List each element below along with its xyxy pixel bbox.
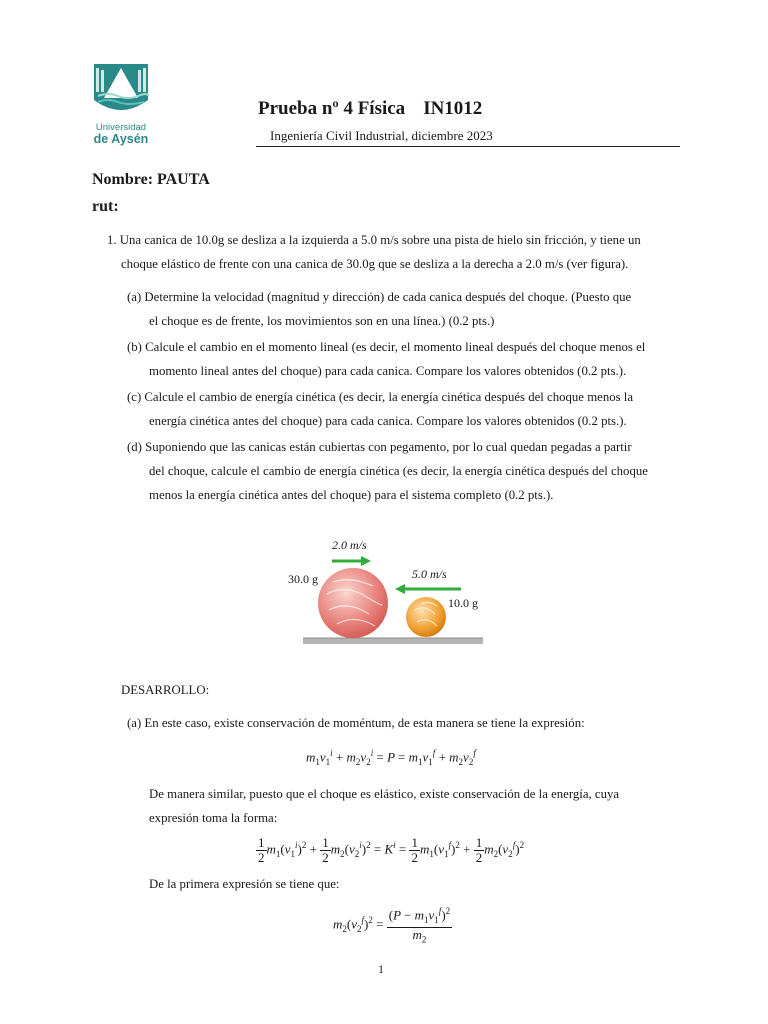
problem-intro-line2: choque elástico de frente con una canica de 30.0g que se desliza a la derecha a 2.0 m/s (ver figura). <box>121 257 629 271</box>
page-number: 1 <box>378 962 384 976</box>
item-c-line2: energía cinética antes del choque) para cada canica. Compare los valores obtenidos (0.2 pts.). <box>149 414 627 428</box>
velocity-small-label: 5.0 m/s <box>412 567 447 581</box>
student-rut: rut: <box>92 198 119 215</box>
derived-equation: $m_2(v_2^f)^2$ = $\frac{(P - m_1v_1^f)^2}{m_2}$ <box>333 906 451 945</box>
item-d-line3: menos la energía cinética antes del choque) para el sistema completo (0.2 pts.). <box>149 488 554 502</box>
ice-track <box>303 638 483 644</box>
item-c-line1: (c) Calcule el cambio de energía cinética (es decir, la energía cinética después del choque menos la <box>127 390 634 404</box>
item-d-line2: del choque, calcule el cambio de energía cinética (es decir, la energía cinética después del choque <box>149 464 648 478</box>
first-expression-text: De la primera expresión se tiene que: <box>149 877 340 891</box>
page-title <box>258 98 482 120</box>
energy-equation: $\frac{1}{2}$ $m_1(v_1^i)^2$ + $\frac{1}{2}$ $m_2(v_2^i)^2 = K^i$ = $\frac{1}{2}$ $m_1(v_1^f)^2$ + $\frac{1}{2}$ $m_2(v_2^f)^2$ <box>258 835 525 865</box>
mass-big-label: 30.0 g <box>288 572 318 586</box>
university-logo <box>88 62 154 146</box>
solution-heading: DESARROLLO: <box>121 683 210 697</box>
velocity-big-label: 2.0 m/s <box>332 538 367 552</box>
page-subtitle: Ingeniería Civil Industrial, diciembre 2023 <box>270 128 493 143</box>
logo-line1: Universidad <box>95 122 147 133</box>
mass-small-label: 10.0 g <box>448 596 478 610</box>
student-name: Nombre: PAUTA <box>92 171 210 188</box>
momentum-equation: $m_1v_1^i + m_2v_2^i = P = m_1v_1^f + m_2v_2^f$ <box>306 748 476 767</box>
item-a-line1: (a) Determine la velocidad (magnitud y dirección) de cada canica después del choque. (Puesto que <box>127 290 632 304</box>
logo-line2: de Aysén <box>93 132 149 146</box>
arrow-left-icon <box>395 584 405 594</box>
item-a-line2: el choque es de frente, los movimientos son en una línea.) (0.2 pts.) <box>149 314 495 328</box>
item-d-line1: (d) Suponiendo que las canicas están cubiertas con pegamento, por lo cual quedan pegadas a partir <box>127 440 632 454</box>
item-b-line2: momento lineal antes del choque) para cada canica. Compare los valores obtenidos (0.2 pts.). <box>149 364 627 378</box>
university-shield-icon <box>88 62 154 116</box>
solution-a-text: (a) En este caso, existe conservación de moméntum, de esta manera se tiene la expresión: <box>127 716 585 730</box>
course-code: IN1012 <box>423 98 483 119</box>
exam-title: Prueba nº 4 Física <box>258 98 406 119</box>
energy-line2: expresión toma la forma: <box>149 811 278 825</box>
arrow-right-icon <box>361 556 371 566</box>
item-b-line1: (b) Calcule el cambio en el momento lineal (es decir, el momento lineal después del choque menos el <box>127 340 646 354</box>
problem-intro-line1: 1. Una canica de 10.0g se desliza a la izquierda a 5.0 m/s sobre una pista de hielo sin fricción, y tiene un <box>107 233 641 247</box>
header-divider <box>256 146 680 147</box>
collision-figure <box>285 534 487 658</box>
energy-line1: De manera similar, puesto que el choque es elástico, existe conservación de la energía, cuya <box>149 787 620 801</box>
